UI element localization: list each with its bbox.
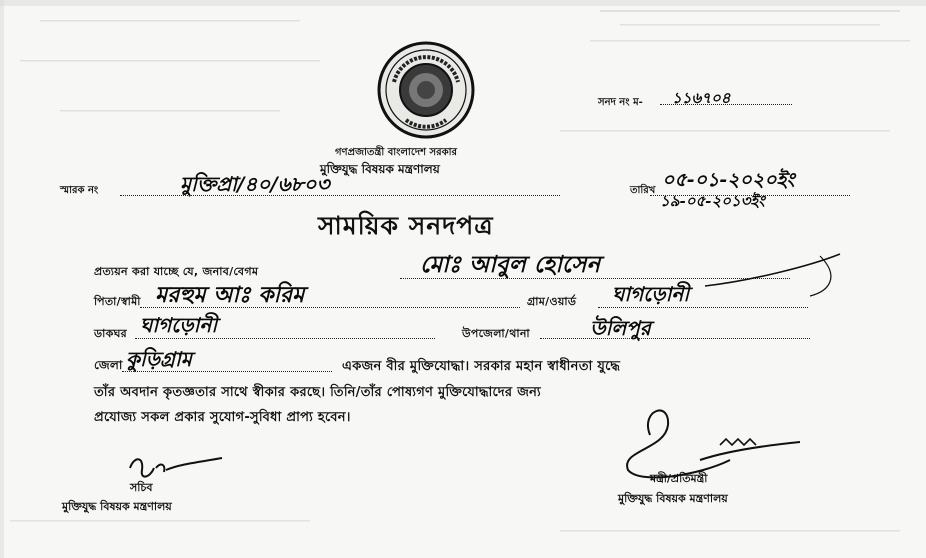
government-seal-icon — [376, 40, 476, 140]
date-value-2: ১৯-০৫-২০১৩ইং — [660, 192, 765, 210]
line2-mid-label: গ্রাম/ওয়ার্ড — [527, 295, 577, 308]
line5-text: তাঁর অবদান কৃতজ্ঞতার সাথে স্বীকার করছে। তিনি/তাঁর পোষ্যগণ মুক্তিযোদ্ধাদের জন্য — [94, 385, 541, 400]
upazila-name: উলিপুর — [590, 316, 651, 340]
serial-label: সনদ নং ম- — [598, 97, 643, 108]
ministry-name: মুক্তিযুদ্ধ বিষয়ক মন্ত্রণালয় — [320, 162, 440, 176]
memo-dotted-line — [120, 195, 560, 196]
minister-signature — [610, 390, 810, 490]
village-name: ঘাগড়োনী — [612, 282, 690, 306]
name-flourish — [700, 246, 850, 306]
line4-rest: একজন বীর মুক্তিযোদ্ধা। সরকার মহান স্বাধীনতা যুদ্ধে — [342, 359, 621, 374]
minister-title: মন্ত্রী/প্রতিমন্ত্রী — [650, 472, 708, 485]
freedom-fighter-name: মোঃ আবুল হোসেন — [420, 251, 601, 278]
father-name: মরহুম আঃ করিম — [155, 282, 305, 308]
line4-dotted-line — [122, 371, 332, 372]
line3-dotted-line-b — [540, 338, 810, 339]
memo-label: স্মারক নং — [60, 185, 99, 196]
line2-dotted-line-b — [598, 307, 808, 308]
line3-dotted-line-a — [135, 338, 435, 339]
date-value-1: ০৫-০১-২০২০ইং — [662, 169, 795, 191]
line3-mid-label: উপজেলা/থানা — [462, 327, 530, 340]
serial-number: ১১৬৭০৪ — [672, 89, 731, 107]
line6-text: প্রযোজ্য সকল প্রকার সুযোগ-সুবিধা প্রাপ্য হবেন। — [94, 410, 351, 425]
secretary-ministry: মুক্তিযুদ্ধ বিষয়ক মন্ত্রণালয় — [62, 500, 172, 513]
line1-prefix: প্রত্যয়ন করা যাচ্ছে যে, জনাব/বেগম — [94, 265, 259, 278]
serial-dotted-line — [660, 104, 792, 105]
line2-dotted-line-a — [140, 307, 520, 308]
certificate-title: সাময়িক সনদপত্র — [318, 211, 494, 240]
government-name: গণপ্রজাতন্ত্রী বাংলাদেশ সরকার — [335, 147, 457, 158]
line2-prefix: পিতা/স্বামী — [94, 295, 141, 308]
minister-ministry: মুক্তিযুদ্ধ বিষয়ক মন্ত্রণালয় — [618, 492, 728, 505]
date-dotted-line — [650, 195, 850, 196]
memo-value: মুক্তিপ্রা/৪০/৬৮০৩ — [180, 172, 330, 196]
secretary-title: সচিব — [130, 481, 153, 494]
line4-prefix: জেলা — [94, 358, 123, 372]
date-label: তারিখ — [630, 185, 656, 196]
line3-prefix: ডাকঘর — [94, 327, 128, 340]
post-office: ঘাগড়োনী — [140, 313, 218, 337]
district-name: কুড়িগ্রাম — [126, 347, 192, 371]
